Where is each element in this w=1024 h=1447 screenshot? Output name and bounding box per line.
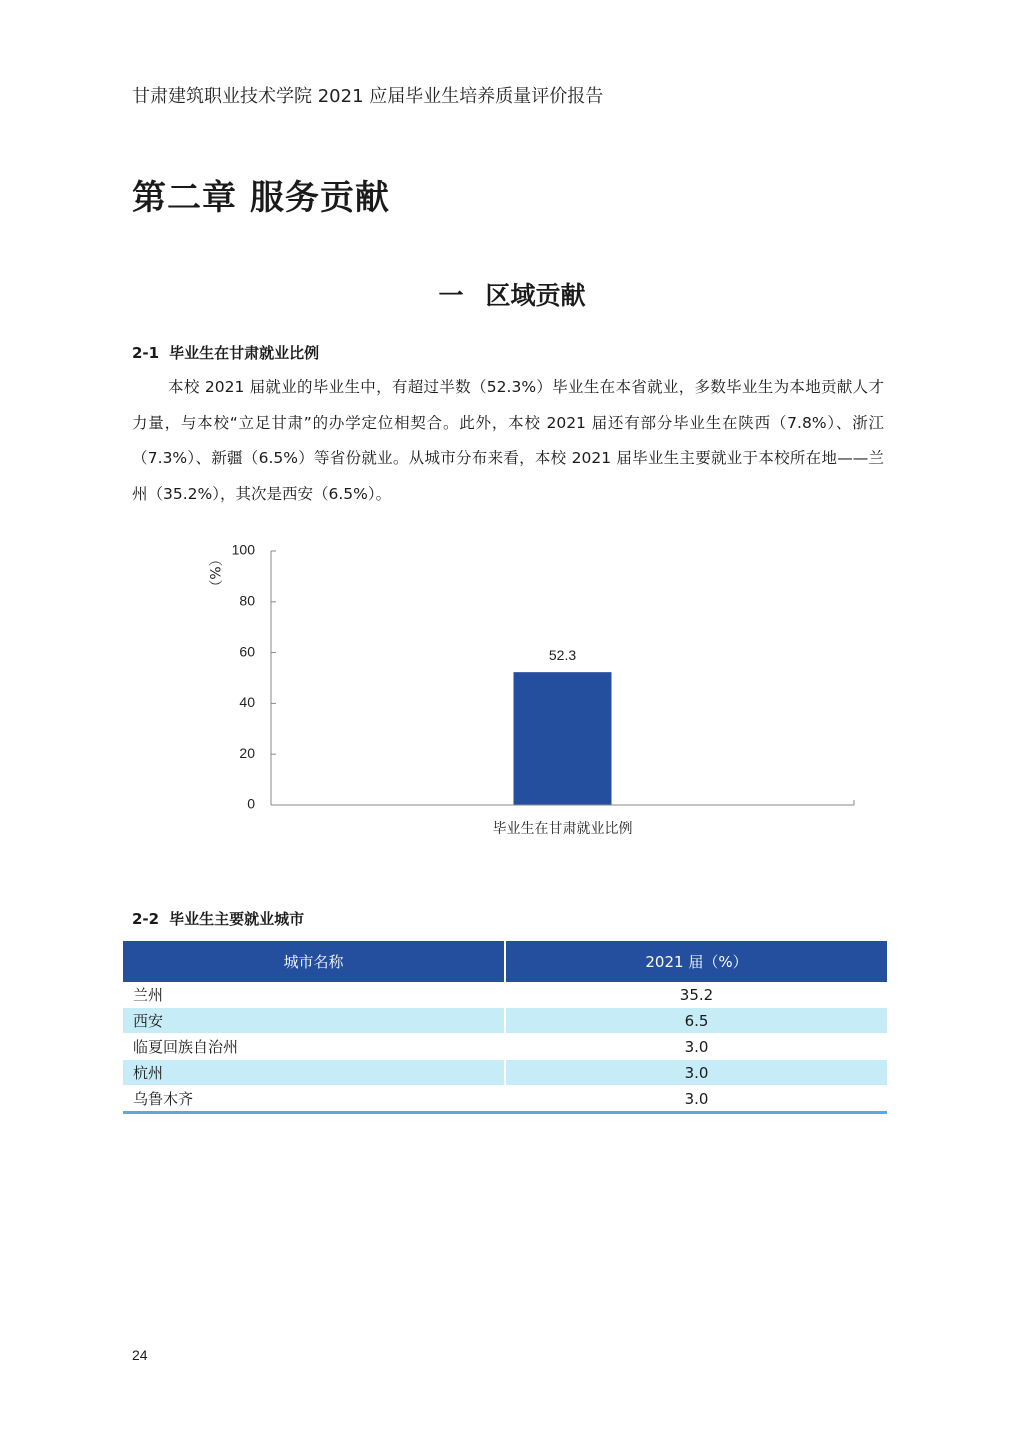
bar-chart bbox=[196, 538, 876, 848]
section-title: 区域贡献 bbox=[485, 281, 586, 310]
bar-series bbox=[514, 647, 612, 805]
city-name: 兰州 bbox=[123, 982, 505, 1008]
chapter-title: 第二章 服务贡献 bbox=[132, 178, 390, 218]
page-header: 甘肃建筑职业技术学院 2021 应届毕业生培养质量评价报告 bbox=[132, 86, 604, 107]
page-number: 24 bbox=[132, 1347, 148, 1363]
bar-data-label: 52.3 bbox=[548, 647, 577, 664]
y-tick-label: 80 bbox=[239, 592, 255, 609]
column-header-percent: 2021 届（%） bbox=[505, 941, 887, 982]
table-row bbox=[123, 1008, 887, 1034]
city-percent: 3.0 bbox=[505, 1034, 887, 1060]
city-name: 临夏回族自治州 bbox=[123, 1034, 505, 1060]
y-tick-label: 40 bbox=[239, 694, 255, 711]
city-name: 乌鲁木齐 bbox=[123, 1086, 505, 1113]
y-tick-label: 100 bbox=[231, 541, 255, 558]
table-title: 毕业生主要就业城市 bbox=[169, 910, 305, 928]
x-axis bbox=[271, 800, 854, 837]
y-tick-label: 20 bbox=[239, 744, 255, 761]
column-header-city: 城市名称 bbox=[123, 941, 505, 982]
table-row bbox=[123, 1060, 887, 1086]
city-percent: 3.0 bbox=[505, 1060, 887, 1086]
y-axis-label: （%） bbox=[206, 552, 222, 594]
x-category-label: 毕业生在甘肃就业比例 bbox=[492, 821, 633, 837]
table-row bbox=[123, 1086, 887, 1113]
figure-title: 毕业生在甘肃就业比例 bbox=[169, 344, 320, 362]
table-row bbox=[123, 1034, 887, 1060]
figure-number: 2-1 bbox=[132, 344, 160, 362]
city-name: 西安 bbox=[123, 1008, 505, 1034]
city-name: 杭州 bbox=[123, 1060, 505, 1086]
y-tick-label: 0 bbox=[247, 795, 255, 812]
table-header-row bbox=[123, 941, 887, 982]
bar bbox=[514, 672, 612, 805]
body-paragraph: 本校 2021 届就业的毕业生中，有超过半数（52.3%）毕业生在本省就业，多数毕业生为本地贡献人才力量，与本校“立足甘肃”的办学定位相契合。此外，本校 2021 届还有部分毕业生在陕西（7.8%）、浙江（7.3%）、新疆（6.5%）等省份就业。从城市分布来看，本校 2021 届毕业生主要就业于本校所在地——兰州（35.2%），其次是西安（6.5%）。 bbox=[132, 378, 884, 503]
section-heading bbox=[0, 276, 1024, 312]
section-number: 一 bbox=[438, 281, 464, 310]
table-number: 2-2 bbox=[132, 910, 160, 928]
y-tick-label: 60 bbox=[239, 643, 255, 660]
y-axis bbox=[232, 542, 276, 812]
figure-caption-2-1 bbox=[132, 342, 319, 363]
city-table bbox=[123, 941, 887, 1114]
city-percent: 35.2 bbox=[505, 982, 887, 1008]
table-row bbox=[123, 982, 887, 1008]
city-percent: 3.0 bbox=[505, 1086, 887, 1113]
table-caption-2-2 bbox=[132, 908, 304, 929]
city-percent: 6.5 bbox=[505, 1008, 887, 1034]
